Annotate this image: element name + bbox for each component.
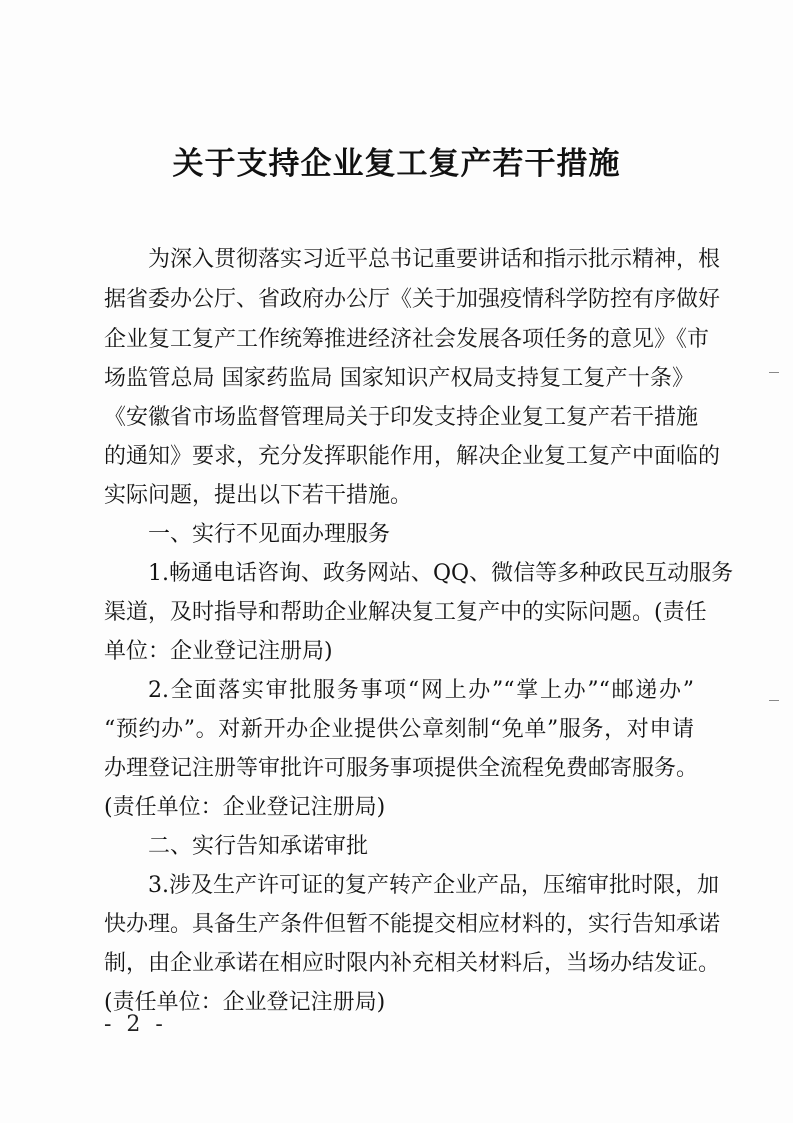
intro-line: 场监管总局 国家药监局 国家知识产权局支持复工复产十条》 (104, 366, 694, 391)
item-line: 制，由企业承诺在相应时限内补充相关材料后，当场办结发证。 (104, 951, 721, 976)
item-line: 渠道，及时指导和帮助企业解决复工复产中的实际问题。(责任 (104, 600, 707, 625)
intro-line: 的通知》要求，充分发挥职能作用，解决企业复工复产中面临的 (104, 444, 721, 469)
intro-line: 据省委办公厅、省政府办公厅《关于加强疫情科学防控有序做好 (104, 287, 721, 312)
intro-line: 为深入贯彻落实习近平总书记重要讲话和指示批示精神，根 (148, 247, 721, 272)
item-line: 1.畅通电话咨询、政务网站、QQ、微信等多种政民互动服务 (148, 561, 734, 586)
item-line: (责任单位：企业登记注册局) (104, 990, 386, 1015)
item-line: 快办理。具备生产条件但暂不能提交相应材料的，实行告知承诺 (104, 912, 721, 937)
item-line: 办理登记注册等审批许可服务事项提供全流程免费邮寄服务。 (104, 756, 699, 781)
item-line: “预约办”。对新开办企业提供公章刻制“免单”服务，对申请 (104, 717, 694, 742)
item-line: 3.涉及生产许可证的复产转产企业产品，压缩审批时限，加 (148, 873, 719, 898)
item-line: 单位：企业登记注册局) (104, 639, 333, 664)
page-number: - 2 - (104, 1012, 167, 1037)
section-heading: 一、实行不见面办理服务 (148, 522, 391, 547)
section-heading: 二、实行告知承诺审批 (148, 834, 369, 859)
item-line: (责任单位：企业登记注册局) (104, 795, 386, 820)
intro-line: 企业复工复产工作统筹推进经济社会发展各项任务的意见》《市 (104, 327, 710, 352)
binding-mark (769, 372, 779, 373)
binding-mark (769, 700, 779, 701)
document-title: 关于支持企业复工复产若干措施 (172, 146, 621, 182)
intro-line: 实际问题，提出以下若干措施。 (104, 483, 413, 508)
intro-line: 《安徽省市场监督管理局关于印发支持企业复工复产若干措施 (104, 405, 699, 430)
item-line: 2.全面落实审批服务事项“网上办”“掌上办”“邮递办” (148, 678, 694, 703)
